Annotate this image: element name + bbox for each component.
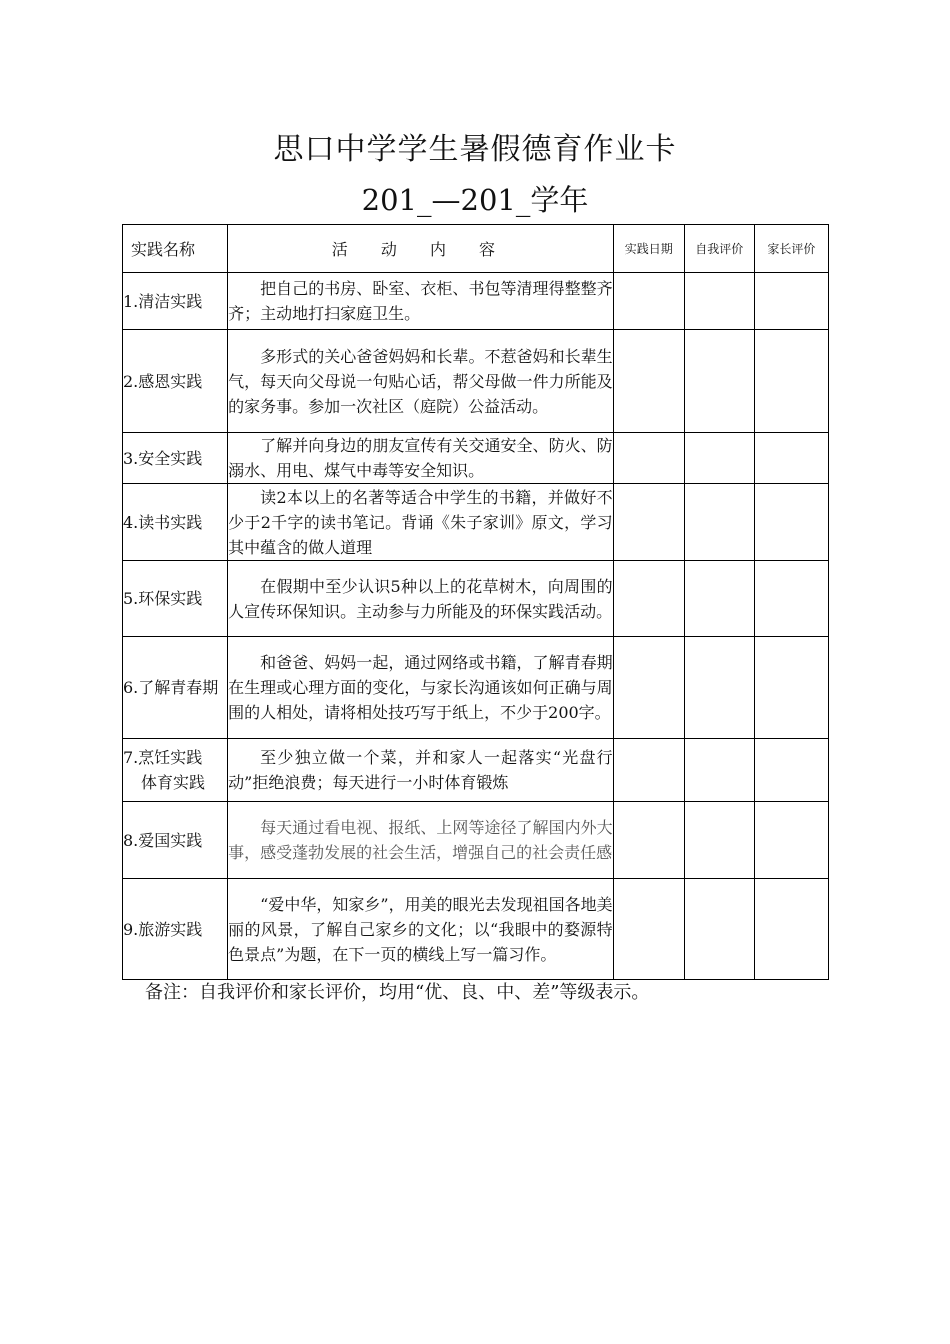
self-eval-cell[interactable] [684, 330, 754, 433]
parent-eval-cell[interactable] [754, 273, 828, 330]
header-practice-date: 实践日期 [613, 225, 684, 273]
parent-eval-cell[interactable] [754, 330, 828, 433]
parent-eval-cell[interactable] [754, 739, 828, 802]
table-row [123, 637, 829, 739]
activity-content-text: 每天通过看电视、报纸、上网等途径了解国内外大事，感受蓬勃发展的社会生活，增强自己的社会责任感 [228, 818, 613, 862]
date-cell[interactable] [613, 433, 684, 484]
table-row [123, 739, 829, 802]
self-eval-cell[interactable] [684, 802, 754, 879]
header-practice-name: 实践名称 [123, 225, 228, 273]
practice-name-line1: 7.烹饪实践 [123, 748, 203, 767]
activity-content [228, 561, 614, 637]
date-cell[interactable] [613, 561, 684, 637]
document-title: 思口中学学生暑假德育作业卡 [273, 132, 677, 167]
table-row [123, 484, 829, 561]
practice-name: 6.了解青春期 [123, 637, 228, 739]
activity-content [228, 433, 614, 484]
table-row [123, 273, 829, 330]
self-eval-cell[interactable] [684, 273, 754, 330]
practice-name: 2.感恩实践 [123, 330, 228, 433]
date-cell[interactable] [613, 637, 684, 739]
parent-eval-cell[interactable] [754, 561, 828, 637]
activity-content-text: 读2本以上的名著等适合中学生的书籍，并做好不少于2千字的读书笔记。背诵《朱子家训》原文，学习其中蕴含的做人道理 [228, 487, 613, 557]
self-eval-cell[interactable] [684, 433, 754, 484]
parent-eval-cell[interactable] [754, 484, 828, 561]
parent-eval-cell[interactable] [754, 802, 828, 879]
activity-content-text: “爱中华，知家乡”，用美的眼光去发现祖国各地美丽的风景，了解自己家乡的文化；以“我眼中的婺源特色景点”为题，在下一页的横线上写一篇习作。 [228, 894, 613, 964]
activity-content-text: 了解并向身边的朋友宣传有关交通安全、防火、防溺水、用电、煤气中毒等安全知识。 [228, 436, 613, 480]
parent-eval-cell[interactable] [754, 433, 828, 484]
self-eval-cell[interactable] [684, 484, 754, 561]
date-cell[interactable] [613, 879, 684, 980]
practice-name: 8.爱国实践 [123, 802, 228, 879]
practice-name: 1.清洁实践 [123, 273, 228, 330]
activity-content-text: 把自己的书房、卧室、衣柜、书包等清理得整整齐齐；主动地打扫家庭卫生。 [228, 279, 613, 323]
activity-content [228, 330, 614, 433]
activity-content-text: 多形式的关心爸爸妈妈和长辈。不惹爸妈和长辈生气，每天向父母说一句贴心话，帮父母做一件力所能及的家务事。参加一次社区（庭院）公益活动。 [228, 346, 613, 416]
activity-content [228, 802, 614, 879]
practice-name [123, 739, 228, 802]
activity-content-text: 和爸爸、妈妈一起，通过网络或书籍，了解青春期在生理或心理方面的变化，与家长沟通该如何正确与周围的人相处，请将相处技巧写于纸上，不少于200字。 [228, 653, 613, 722]
date-cell[interactable] [613, 802, 684, 879]
activity-content [228, 739, 614, 802]
table-row [123, 879, 829, 980]
self-eval-cell[interactable] [684, 739, 754, 802]
activity-content [228, 484, 614, 561]
self-eval-cell[interactable] [684, 637, 754, 739]
table-header-row [123, 225, 829, 273]
homework-table [122, 224, 829, 980]
activity-content-text: 在假期中至少认识5种以上的花草树木，向周围的人宣传环保知识。主动参与力所能及的环保实践活动。 [228, 576, 613, 621]
table-row [123, 433, 829, 484]
practice-name: 5.环保实践 [123, 561, 228, 637]
date-cell[interactable] [613, 273, 684, 330]
practice-name: 4.读书实践 [123, 484, 228, 561]
header-self-evaluation: 自我评价 [684, 225, 754, 273]
table-row [123, 561, 829, 637]
date-cell[interactable] [613, 330, 684, 433]
parent-eval-cell[interactable] [754, 879, 828, 980]
activity-content [228, 637, 614, 739]
date-cell[interactable] [613, 484, 684, 561]
practice-name: 9.旅游实践 [123, 879, 228, 980]
date-cell[interactable] [613, 739, 684, 802]
header-parent-evaluation: 家长评价 [754, 225, 828, 273]
parent-eval-cell[interactable] [754, 637, 828, 739]
practice-name-line2: 体育实践 [141, 773, 206, 792]
table-row [123, 802, 829, 879]
practice-name: 3.安全实践 [123, 433, 228, 484]
academic-year: 201_—201_学年 [361, 183, 589, 217]
self-eval-cell[interactable] [684, 879, 754, 980]
activity-content [228, 879, 614, 980]
self-eval-cell[interactable] [684, 561, 754, 637]
table-row [123, 330, 829, 433]
footnote-remark: 备注：自我评价和家长评价，均用“优、良、中、差”等级表示。 [145, 982, 650, 1003]
activity-content [228, 273, 614, 330]
header-activity-content: 活 动 内 容 [228, 225, 614, 273]
activity-content-text: 至少独立做一个菜，并和家人一起落实“光盘行动”拒绝浪费；每天进行一小时体育锻炼 [228, 748, 613, 792]
